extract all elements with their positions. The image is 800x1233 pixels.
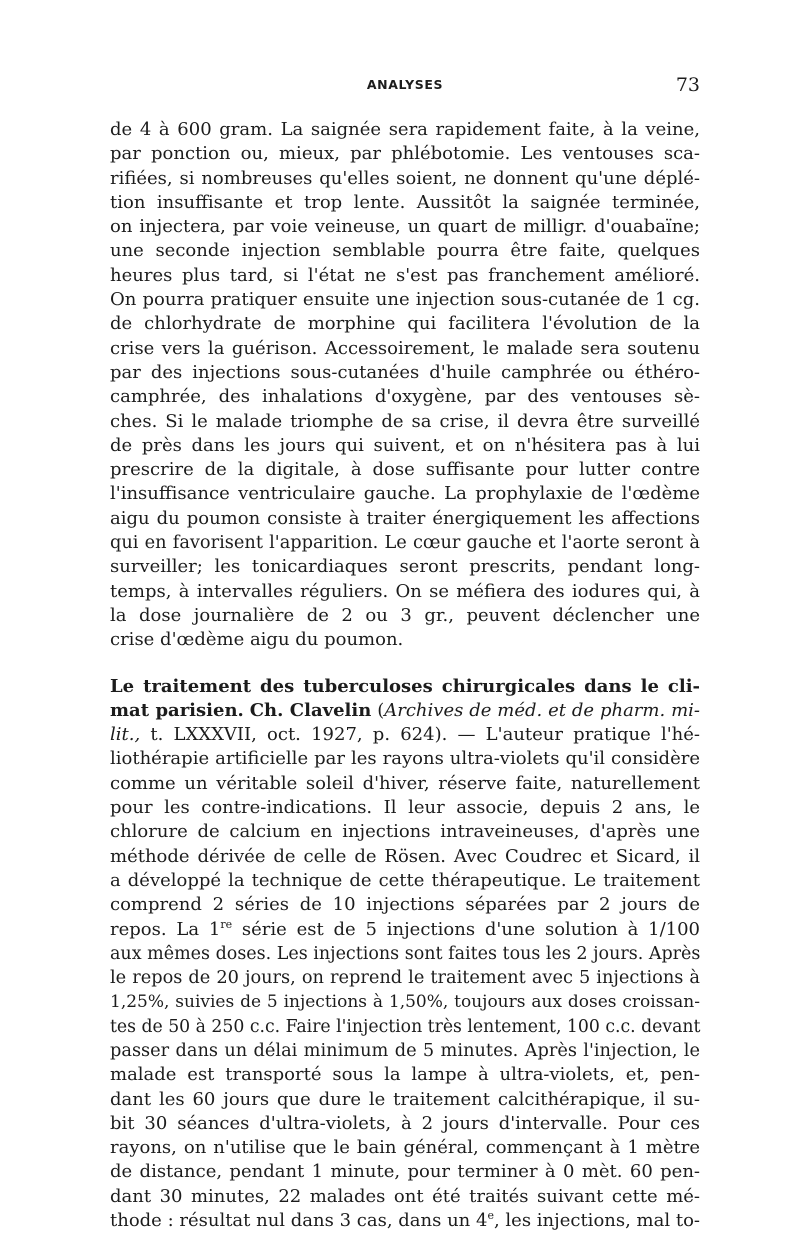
page-number: 73 [675,74,700,96]
superscript: e [487,1209,494,1223]
citation-details: t. LXXXVII, oct. 1927, p. 624). — L'auteur pratique l'hé- [140,724,700,746]
text-line: de près dans les jours qui suivent, et on n'hésitera pas à lui [110,434,700,456]
text-line: tion insuffisante et trop lente. Aussitôt la saignée terminée, [110,191,700,213]
text-line: qui en favorisent l'apparition. Le cœur gauche et l'aorte seront à [110,533,700,554]
text-line: rifiées, si nombreuses qu'elles soient, ne donnent qu'une déplé- [110,167,700,189]
running-header-title: ANALYSES [366,77,444,92]
superscript: re [220,917,233,931]
citation-paren: ( [377,699,385,721]
text-line: chlorure de calcium en injections intraveineuses, d'après une [110,821,700,843]
text-line: de distance, pendant 1 minute, pour terminer à 0 mèt. 60 pen- [110,1161,700,1183]
article-clavelin [110,675,700,1233]
text-line: par ponction ou, mieux, par phlébotomie. Les ventouses sca- [110,143,700,165]
text-line: on injectera, par voie veineuse, un quart de milligr. d'ouabaïne; [110,216,700,238]
text-line: malade est transporté sous la lampe à ultra-violets, et, pen- [110,1064,700,1086]
text-line: crise vers la guérison. Accessoirement, le malade sera soutenu [110,337,700,359]
article-author: Ch. Clavelin [249,699,372,721]
text-line: dant 30 minutes, 22 malades ont été traités suivant cette mé- [110,1185,700,1207]
section-gap [110,653,700,675]
text-line: camphrée, des inhalations d'oxygène, par des ventouses sè- [110,386,700,408]
text-line: méthode dérivée de celle de Rösen. Avec Coudrec et Sicard, il [110,845,700,867]
text-line: On pourra pratiquer ensuite une injection sous-cutanée de 1 cg. [110,289,700,311]
text-line: heures plus tard, si l'état ne s'est pas franchement amélioré. [110,264,700,286]
text-line: temps, à intervalles réguliers. On se méfiera des iodures qui, à [110,580,700,602]
article-citation-line [110,699,700,723]
text-line: ches. Si le malade triomphe de sa crise, il devra être surveillé [110,410,700,432]
text-line-superscript [110,918,700,942]
text-line: 1,25%, suivies de 5 injections à 1,50%, toujours aux doses croissan- [110,992,700,1013]
text-line: par des injections sous-cutanées d'huile camphrée ou éthéro- [110,361,700,383]
text-line: le repos de 20 jours, on reprend le traitement avec 5 injections à [110,968,700,989]
text-line: l'insuffisance ventriculaire gauche. La prophylaxie de l'œdème [110,483,700,505]
running-header [110,74,700,100]
text-line: la dose journalière de 2 ou 3 gr., peuvent déclencher une [110,604,700,626]
text-segment: série est de 5 injections d'une solution à 1/100 [232,918,700,940]
text-line: de 4 à 600 gram. La saignée sera rapidement faite, à la veine, [110,119,700,140]
text-line: a développé la technique de cette thérapeutique. Le traitement [110,869,700,891]
text-line-superscript [110,1209,700,1233]
journal-name: Archives de méd. et de pharm. mi- [384,699,700,721]
text-line: bit 30 séances d'ultra-violets, à 2 jours d'intervalle. Pour ces [110,1112,700,1134]
text-line: dant les 60 jours que dure le traitement calcithérapique, il su- [110,1088,700,1110]
paragraph-ouabaine [110,118,700,653]
article-title-end: mat parisien. [110,699,244,721]
text-line: liothérapie artificielle par les rayons ultra-violets qu'il considère [110,748,700,770]
text-line: aux mêmes doses. Les injections sont faites tous les 2 jours. Après [110,943,701,964]
text-segment: , les injections, mal to- [493,1210,700,1232]
text-line: passer dans un délai minimum de 5 minutes. Après l'injection, le [110,1040,700,1061]
text-line: aigu du poumon consiste à traiter énergiquement les affections [110,507,700,529]
text-line: de chlorhydrate de morphine qui facilitera l'évolution de la [110,313,700,335]
text-line: pour les contre-indications. Il leur associe, depuis 2 ans, le [110,797,700,819]
text-segment: repos. La 1 [110,918,221,940]
text-line: surveiller; les tonicardiaques seront prescrits, pendant long- [110,556,700,578]
journal-name-end: lit., [110,724,141,746]
text-line: tes de 50 à 250 c.c. Faire l'injection très lentement, 100 c.c. devant [110,1016,701,1037]
body-text [110,118,700,1233]
text-line: prescrire de la digitale, à dose suffisante pour lutter contre [110,459,700,481]
text-segment: thode : résultat nul dans 3 cas, dans un 4 [110,1210,488,1232]
text-line: rayons, on n'utilise que le bain général, commençant à 1 mètre [110,1137,700,1159]
article-citation-line [110,723,700,747]
text-line: crise d'œdème aigu du poumon. [110,629,404,651]
text-line: une seconde injection semblable pourra être faite, quelques [110,240,700,262]
text-line: comprend 2 séries de 10 injections séparées par 2 jours de [110,894,700,916]
text-line: comme un véritable soleil d'hiver, réserve faite, naturellement [110,772,700,794]
article-title-line: Le traitement des tuberculoses chirurgicales dans le cli- [110,675,700,697]
